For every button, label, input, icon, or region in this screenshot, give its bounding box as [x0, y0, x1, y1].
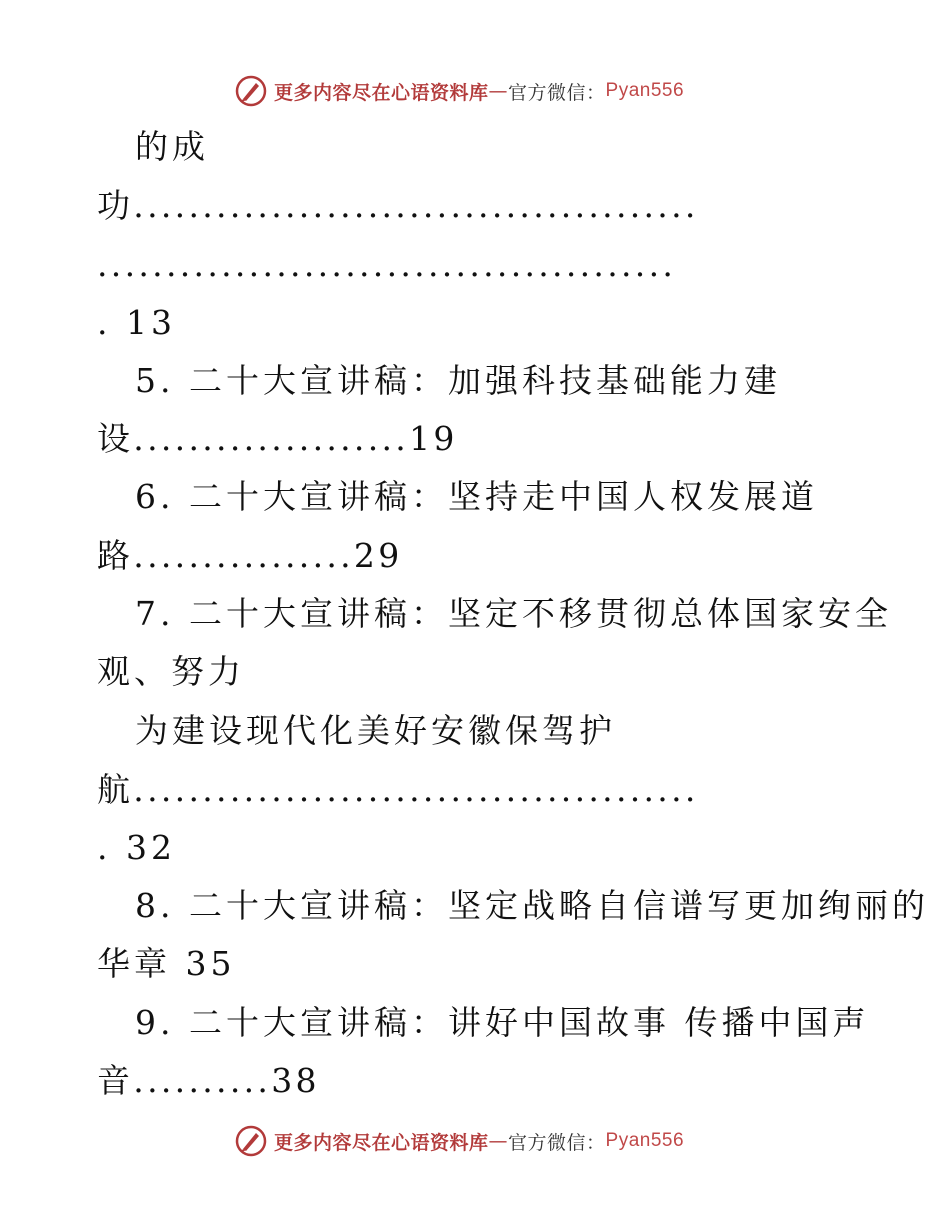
toc-page-number: . 13: [97, 303, 176, 342]
toc-entry-title: 5. 二十大宣讲稿：加强科技基础能力建: [135, 361, 781, 400]
toc-entry-title: 6. 二十大宣讲稿：坚持走中国人权发展道: [135, 477, 818, 516]
watermark-site-text: 更多内容尽在心语资料库: [274, 1131, 489, 1154]
quill-logo-icon: [234, 74, 268, 108]
watermark-wechat-id: Pyan556: [605, 80, 685, 101]
toc-entry-title: 8. 二十大宣讲稿：坚定战略自信谱写更加绚丽的: [135, 886, 929, 925]
toc-line: 音..........38: [97, 1061, 320, 1100]
toc-entry-title: 9. 二十大宣讲稿：讲好中国故事 传播中国声: [135, 1003, 870, 1042]
toc-line: 路................29: [97, 536, 403, 575]
toc-line: 为建设现代化美好安徽保驾护: [135, 711, 616, 750]
quill-logo-icon: [234, 1124, 268, 1158]
watermark-wechat-id: Pyan556: [605, 1130, 685, 1151]
toc-entry-title: 7. 二十大宣讲稿：坚定不移贯彻总体国家安全: [135, 594, 892, 633]
watermark-official-text: 官方微信：: [508, 81, 606, 104]
watermark-dash: —: [488, 1130, 509, 1152]
footer-watermark: [234, 1121, 684, 1161]
toc-line: 的成: [135, 127, 209, 166]
watermark-site-text: 更多内容尽在心语资料库: [274, 81, 489, 104]
toc-line: 观、努力: [97, 652, 245, 691]
toc-line: 航.........................................: [97, 770, 699, 809]
toc-line: ..........................................: [97, 245, 677, 284]
toc-line: 设....................19: [97, 419, 458, 458]
watermark-dash: —: [488, 80, 509, 102]
toc-line: 华章 35: [97, 944, 236, 983]
toc-page-number: . 32: [97, 828, 176, 867]
watermark-official-text: 官方微信：: [508, 1131, 606, 1154]
header-watermark: [234, 71, 684, 111]
toc-line: 功.........................................: [97, 186, 699, 225]
